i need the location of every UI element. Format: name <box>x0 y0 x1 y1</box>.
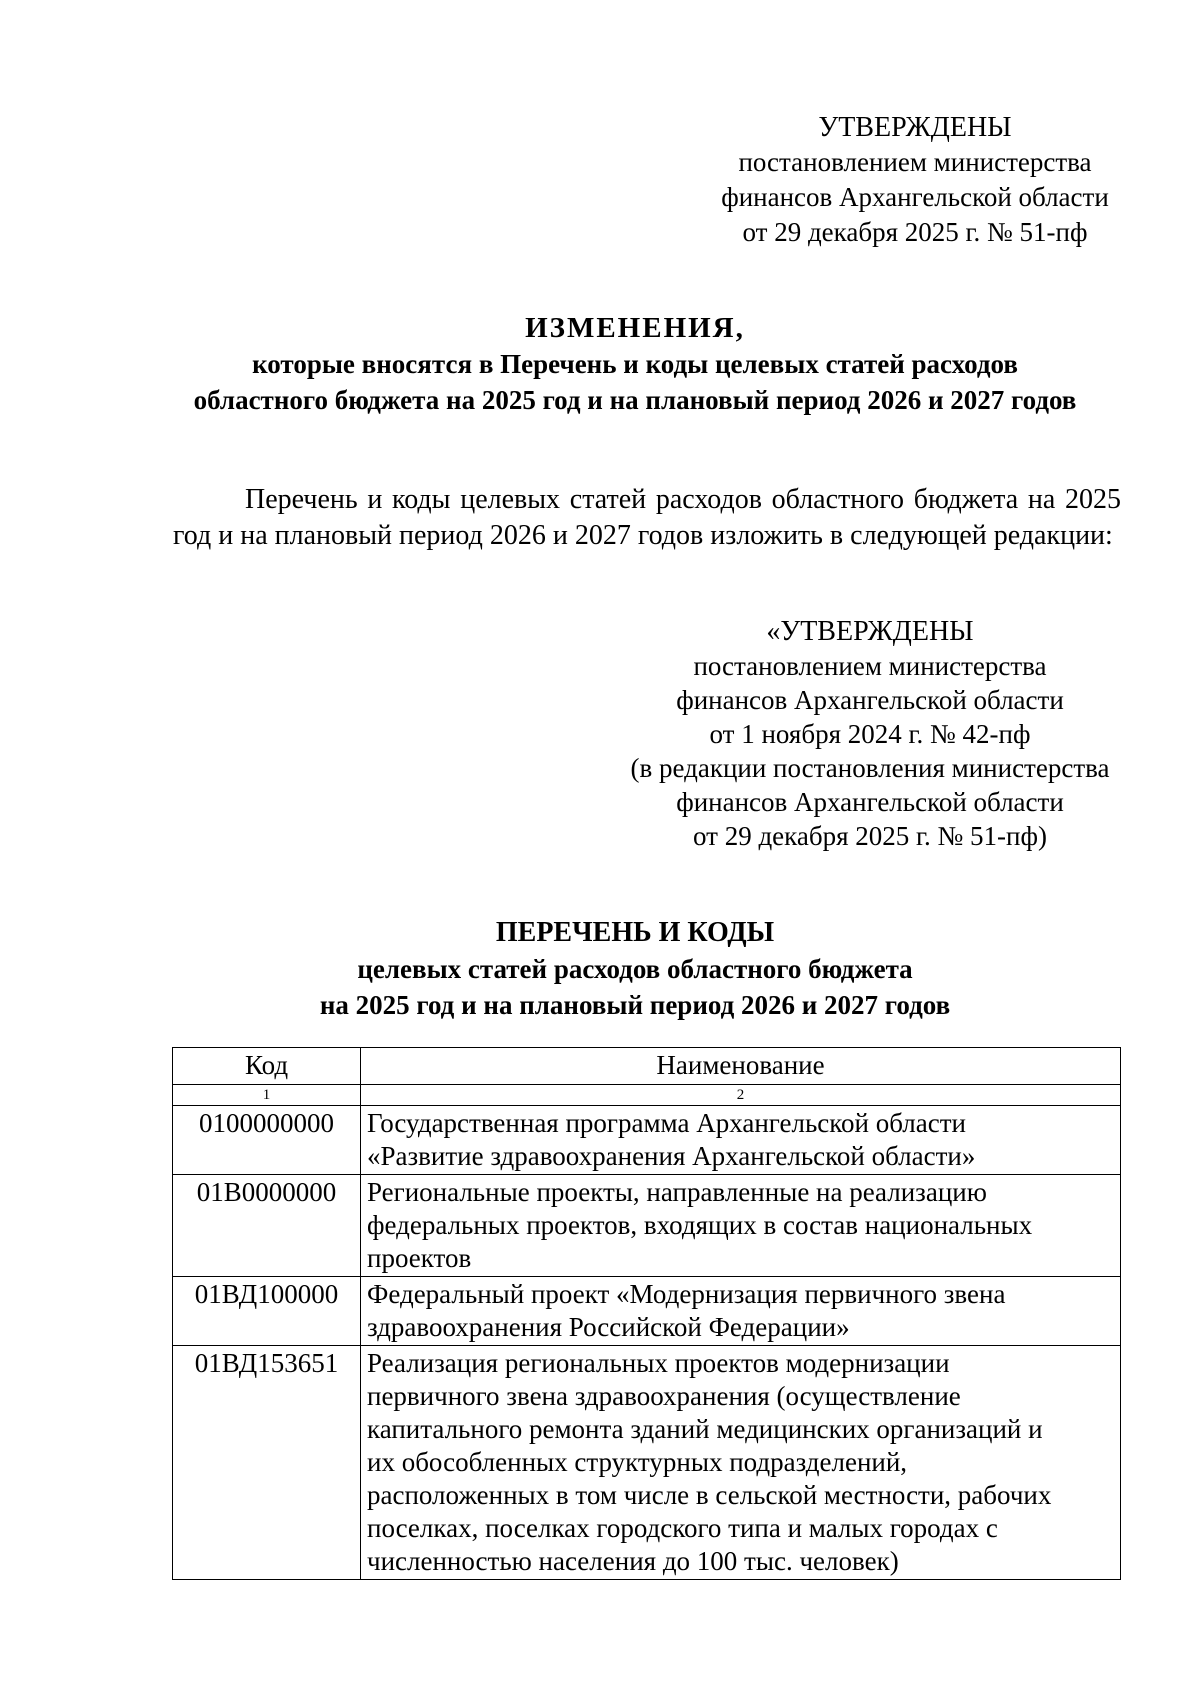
row-name-line: проектов <box>367 1243 472 1273</box>
table-row <box>173 1175 1121 1277</box>
table-row <box>173 1277 1121 1346</box>
changes-title <box>150 310 1120 418</box>
column-numbers-row <box>173 1085 1121 1106</box>
list-title <box>200 915 1070 1023</box>
approval-heading: УТВЕРЖДЕНЫ <box>818 112 1012 143</box>
row-name-line: первичного звена здравоохранения (осуществление <box>367 1381 961 1411</box>
row-name-line: численностью населения до 100 тыс. человек) <box>367 1546 899 1576</box>
row-code: 01ВД100000 <box>173 1277 361 1346</box>
changes-subtitle-line: областного бюджета на 2025 год и на плановый период 2026 и 2027 годов <box>193 385 1077 415</box>
table-row <box>173 1346 1121 1580</box>
table-header-row <box>173 1048 1121 1085</box>
row-name <box>361 1175 1121 1277</box>
row-code: 0100000000 <box>173 1106 361 1175</box>
row-name-line: Региональные проекты, направленные на реализацию <box>367 1177 987 1207</box>
row-name-line: «Развитие здравоохранения Архангельской области» <box>367 1141 976 1171</box>
row-name-line: расположенных в том числе в сельской местности, рабочих <box>367 1480 1052 1510</box>
table-row <box>173 1106 1121 1175</box>
row-name <box>361 1106 1121 1175</box>
approval-line: постановлением министерства <box>738 147 1092 177</box>
changes-subtitle-line: которые вносятся в Перечень и коды целевых статей расходов <box>252 349 1018 379</box>
changes-heading: ИЗМЕНЕНИЯ, <box>525 312 745 344</box>
quoted-approval-heading: «УТВЕРЖДЕНЫ <box>766 616 974 647</box>
quoted-approval-line: (в редакции постановления министерства <box>630 753 1110 783</box>
row-name-line: поселках, поселках городского типа и малых городах с <box>367 1513 998 1543</box>
quoted-approval-date: от 29 декабря 2025 г. № 51-пф) <box>693 821 1047 851</box>
row-name-line: капитального ремонта зданий медицинских организаций и <box>367 1414 1043 1444</box>
row-name-line: Федеральный проект «Модернизация первичного звена <box>367 1279 1006 1309</box>
row-name <box>361 1346 1121 1580</box>
quoted-approval-date: от 1 ноября 2024 г. № 42-пф <box>709 719 1031 749</box>
approval-block <box>690 110 1140 250</box>
row-name-line: Государственная программа Архангельской области <box>367 1108 966 1138</box>
list-subtitle-line: целевых статей расходов областного бюджета <box>357 954 913 984</box>
codes-table <box>172 1047 1121 1580</box>
approval-date: от 29 декабря 2025 г. № 51-пф <box>742 217 1088 247</box>
row-name-line: здравоохранения Российской Федерации» <box>367 1312 850 1342</box>
quoted-approval-line: финансов Архангельской области <box>676 787 1064 817</box>
column-number: 2 <box>361 1085 1121 1106</box>
quoted-approval-line: постановлением министерства <box>693 651 1047 681</box>
intro-paragraph: Перечень и коды целевых статей расходов областного бюджета на 2025 год и на плановый период 2026 и 2027 годов изложить в следующей редакции: <box>173 484 1121 551</box>
list-subtitle-line: на 2025 год и на плановый период 2026 и 2027 годов <box>319 990 951 1020</box>
header-name: Наименование <box>361 1048 1121 1085</box>
row-name-line: Реализация региональных проектов модернизации <box>367 1348 950 1378</box>
header-code: Код <box>173 1048 361 1085</box>
row-name <box>361 1277 1121 1346</box>
quoted-approval-block <box>600 615 1140 853</box>
row-name-line: федеральных проектов, входящих в состав национальных <box>367 1210 1033 1240</box>
row-code: 01В0000000 <box>173 1175 361 1277</box>
list-heading: ПЕРЕЧЕНЬ И КОДЫ <box>495 917 775 948</box>
row-name-line: их обособленных структурных подразделений, <box>367 1447 908 1477</box>
column-number: 1 <box>173 1085 361 1106</box>
approval-line: финансов Архангельской области <box>721 182 1109 212</box>
quoted-approval-line: финансов Архангельской области <box>676 685 1064 715</box>
row-code: 01ВД153651 <box>173 1346 361 1580</box>
